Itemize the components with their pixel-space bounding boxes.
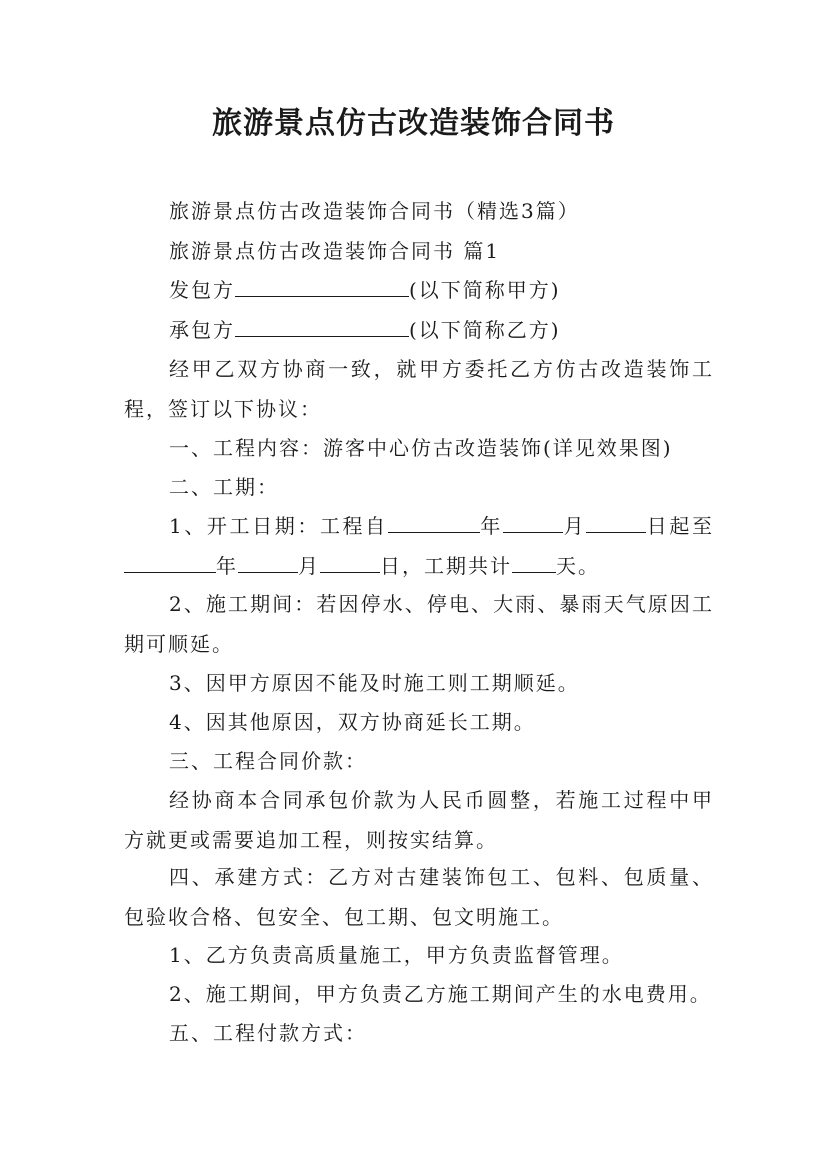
clause-4-1: 1、乙方负责高质量施工，甲方负责监督管理。 [169,943,624,967]
end-month-blank [238,552,298,573]
clause-2-1-prefix: 1、开工日期：工程自 [169,514,388,538]
section-1-content: 一、工程内容：游客中心仿古改造装饰(详见效果图) [169,436,673,460]
year-label: 年 [479,514,503,538]
day-to-label: 日，工期共计 [380,554,512,578]
section-5-heading: 五、工程付款方式： [169,1021,367,1045]
start-day-blank [586,512,646,533]
start-month-blank [503,512,563,533]
party-b-blank [235,316,409,337]
start-year-blank [388,512,480,533]
end-day-blank [320,552,380,573]
end-month-label: 月 [298,554,320,578]
part-heading: 旅游景点仿古改造装饰合同书 篇1 [169,239,501,263]
clause-2-3: 3、因甲方原因不能及时施工则工期顺延。 [169,671,580,695]
clause-2-4: 4、因其他原因，双方协商延长工期。 [169,710,536,734]
duration-blank [512,552,556,573]
clause-4-2: 2、施工期间，甲方负责乙方施工期间产生的水电费用。 [169,982,712,1006]
month-label: 月 [562,514,587,538]
party-a-line [124,270,714,310]
section-2-heading: 二、工期： [169,475,279,499]
section-3-heading: 三、工程合同价款： [169,749,367,773]
party-b-line [124,310,714,350]
party-a-blank [235,276,409,297]
party-a-label: 发包方 [169,278,235,302]
clause-2-1 [124,506,714,586]
section-4: 四、承建方式：乙方对古建装饰包工、包料、包质量、包验收合格、包安全、包工期、包文明施工。 [124,865,714,929]
day-from-label: 日起至 [646,514,715,538]
end-year-blank [124,552,216,573]
intro-paragraph: 经甲乙双方协商一致，就甲方委托乙方仿古改造装饰工程，签订以下协议： [124,357,714,421]
party-a-suffix: (以下简称甲方) [409,278,561,302]
days-label: 天。 [556,554,600,578]
section-3-body: 经协商本合同承包价款为人民币圆整，若施工过程中甲方就更或需要追加工程，则按实结算。 [124,788,714,852]
clause-2-2: 2、施工期间：若因停水、停电、大雨、暴雨天气原因工期可顺延。 [124,592,714,656]
end-year-label: 年 [216,554,238,578]
document-title: 旅游景点仿古改造装饰合同书 [212,106,615,141]
party-b-label: 承包方 [169,318,235,342]
party-b-suffix: (以下简称乙方) [409,318,561,342]
document-subtitle: 旅游景点仿古改造装饰合同书（精选3篇） [169,199,580,223]
